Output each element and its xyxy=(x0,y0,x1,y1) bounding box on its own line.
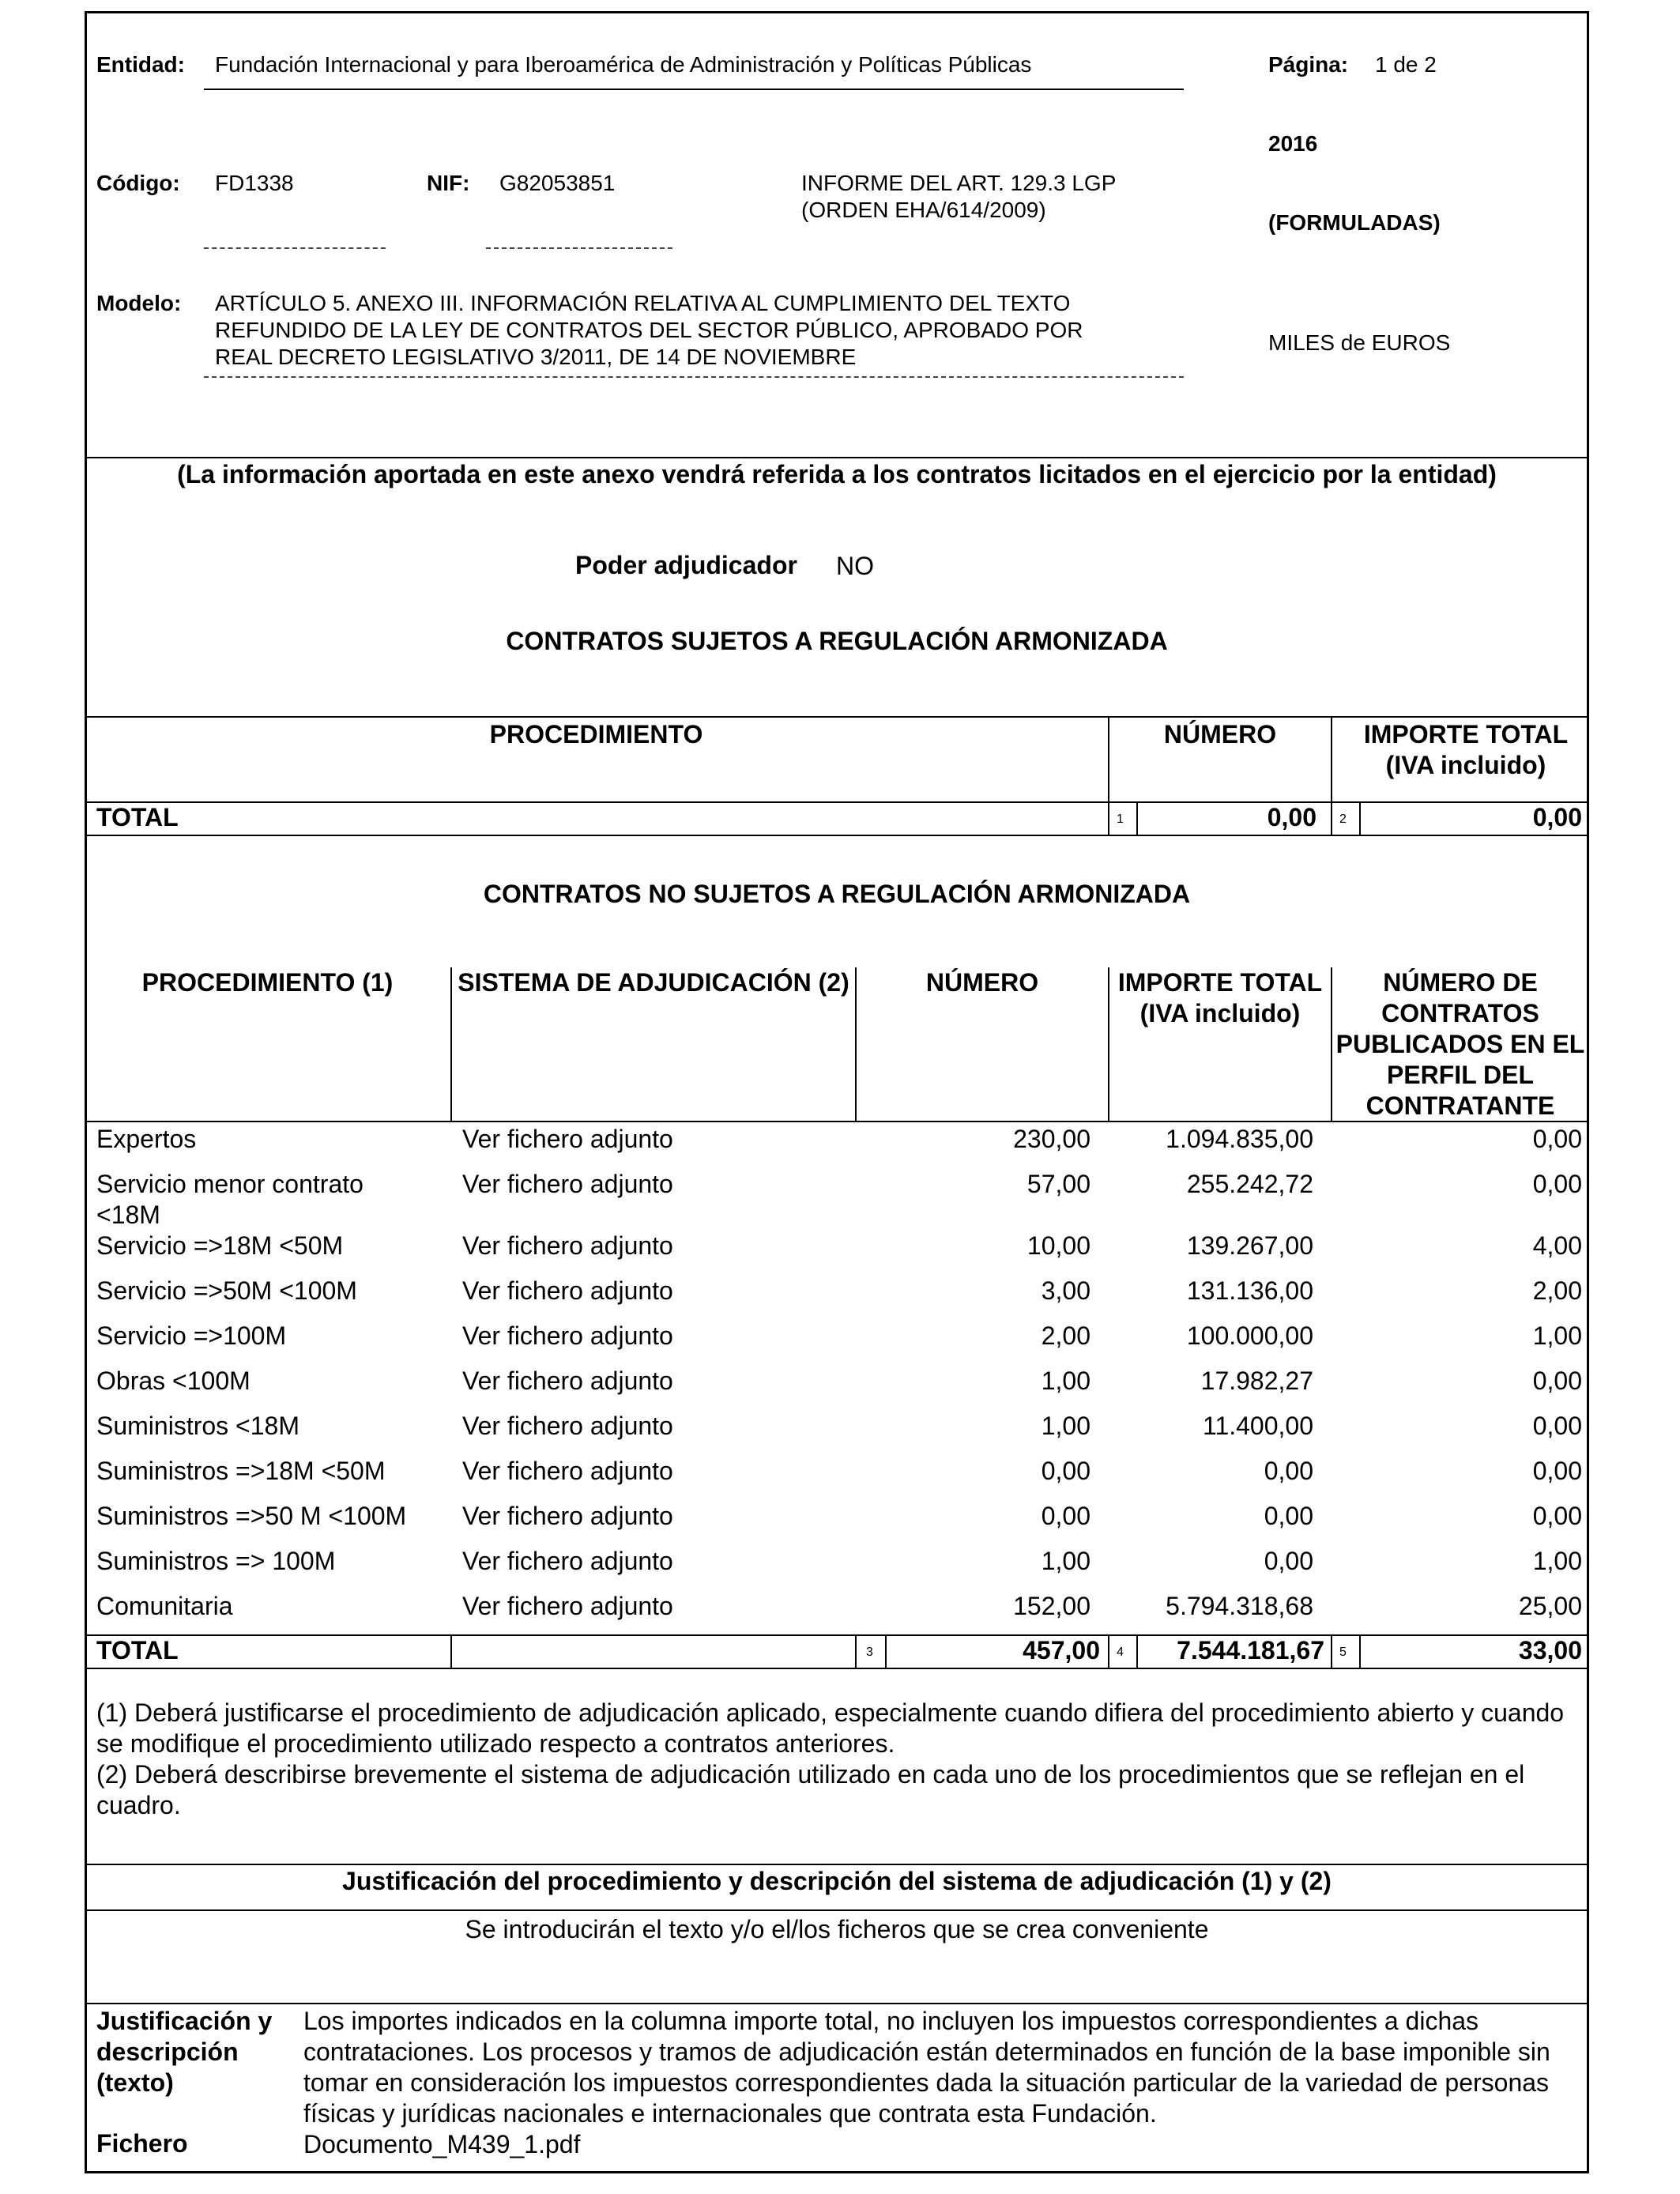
year: 2016 xyxy=(1268,131,1318,156)
row-numero: 1,00 xyxy=(1041,1367,1090,1395)
armonizada-idx-1: 1 xyxy=(1117,812,1124,826)
no-armonizada-total-numero: 457,00 xyxy=(1023,1636,1100,1664)
row-importe: 131.136,00 xyxy=(1186,1276,1313,1305)
row-numero: 230,00 xyxy=(1013,1125,1090,1153)
row-publicados: 0,00 xyxy=(1532,1412,1582,1440)
row-procedimiento: Suministros =>18M <50M xyxy=(96,1457,386,1485)
row-procedimiento: Obras <100M xyxy=(96,1367,250,1395)
fichero-label: Fichero xyxy=(96,2129,188,2158)
entidad-underline xyxy=(204,89,1184,90)
armonizada-table-top xyxy=(85,716,1589,718)
poder-adjudicador-value: NO xyxy=(836,552,874,580)
note-2: (2) Deberá describirse brevemente el sistema de adjudicación utilizado en cada uno de los procedimientos que se reflejan en el cuadro. xyxy=(96,1760,1525,1819)
row-sistema: Ver fichero adjunto xyxy=(462,1276,673,1305)
note-1: (1) Deberá justificarse el procedimiento de adjudicación aplicado, especialmente cuando difiera del procedimiento abierto y cuando se modifique el procedimiento utilizado respecto a contratos anteriores. xyxy=(96,1698,1565,1758)
row-publicados: 0,00 xyxy=(1532,1125,1582,1153)
row-sistema: Ver fichero adjunto xyxy=(462,1502,673,1530)
row-procedimiento: Servicio =>100M xyxy=(96,1321,287,1350)
armonizada-total-importe: 0,00 xyxy=(1532,803,1582,831)
intro-note: (La información aportada en este anexo vendrá referida a los contratos licitados en el ejercicio por la entidad) xyxy=(177,460,1497,488)
no-armonizada-total-vline-2 xyxy=(855,1634,857,1668)
codigo-label: Código: xyxy=(96,171,180,195)
row-publicados: 0,00 xyxy=(1532,1502,1582,1530)
formuladas: (FORMULADAS) xyxy=(1268,210,1441,235)
justificacion-title: Justificación del procedimiento y descripción del sistema de adjudicación (1) y (2) xyxy=(342,1867,1332,1895)
row-publicados: 2,00 xyxy=(1532,1276,1582,1305)
row-procedimiento: Suministros => 100M xyxy=(96,1547,336,1575)
poder-adjudicador-label: Poder adjudicador xyxy=(575,551,797,579)
row-importe: 11.400,00 xyxy=(1203,1412,1313,1440)
no-armonizada-col-sistema: SISTEMA DE ADJUDICACIÓN (2) xyxy=(458,968,849,997)
no-armonizada-col-publicados: NÚMERO DE CONTRATOS PUBLICADOS EN EL PERFIL DEL CONTRATANTE xyxy=(1335,968,1585,1120)
no-armonizada-total-importe: 7.544.181,67 xyxy=(1177,1636,1324,1664)
informe-line-2: (ORDEN EHA/614/2009) xyxy=(801,198,1046,222)
armonizada-idx-2: 2 xyxy=(1339,812,1347,826)
row-sistema: Ver fichero adjunto xyxy=(462,1231,673,1260)
no-armonizada-header-bottom xyxy=(85,1121,1589,1122)
row-numero: 1,00 xyxy=(1041,1412,1090,1440)
row-sistema: Ver fichero adjunto xyxy=(462,1592,673,1620)
armonizada-vline-2 xyxy=(1331,716,1332,836)
row-numero: 10,00 xyxy=(1026,1231,1090,1260)
row-numero: 152,00 xyxy=(1013,1592,1090,1620)
modelo-line-1: ARTÍCULO 5. ANEXO III. INFORMACIÓN RELATIVA AL CUMPLIMIENTO DEL TEXTO xyxy=(215,291,1071,315)
row-publicados: 0,00 xyxy=(1532,1457,1582,1485)
pagina-label: Página: xyxy=(1268,52,1349,77)
nif-value: G82053851 xyxy=(499,171,616,195)
row-numero: 57,00 xyxy=(1026,1170,1090,1198)
no-armonizada-total-bottom xyxy=(85,1668,1589,1669)
row-importe: 0,00 xyxy=(1264,1502,1313,1530)
armonizada-total-numero: 0,00 xyxy=(1267,803,1317,831)
armonizada-col-numero: NÚMERO xyxy=(1163,720,1277,748)
row-procedimiento: Suministros =>50 M <100M xyxy=(96,1502,407,1530)
row-importe: 139.267,00 xyxy=(1186,1231,1313,1260)
armonizada-title: CONTRATOS SUJETOS A REGULACIÓN ARMONIZADA xyxy=(506,627,1168,655)
row-importe: 0,00 xyxy=(1264,1547,1313,1575)
row-importe: 5.794.318,68 xyxy=(1166,1592,1313,1620)
row-importe: 100.000,00 xyxy=(1186,1321,1313,1350)
modelo-label: Modelo: xyxy=(96,291,182,315)
no-armonizada-idx-3: 3 xyxy=(866,1646,873,1659)
modelo-line-2: REFUNDIDO DE LA LEY DE CONTRATOS DEL SECTOR PÚBLICO, APROBADO POR xyxy=(215,318,1083,342)
row-procedimiento: Servicio =>50M <100M xyxy=(96,1276,357,1305)
justificacion-content-top xyxy=(85,2003,1589,2004)
row-importe: 1.094.835,00 xyxy=(1166,1125,1313,1153)
header-divider xyxy=(85,457,1589,458)
row-importe: 255.242,72 xyxy=(1186,1170,1313,1198)
row-importe: 0,00 xyxy=(1264,1457,1313,1485)
entidad-label: Entidad: xyxy=(96,52,185,77)
no-armonizada-total-label: TOTAL xyxy=(96,1636,179,1664)
nif-underline xyxy=(486,247,672,249)
row-procedimiento: Expertos xyxy=(96,1125,197,1153)
armonizada-total-bottom xyxy=(85,835,1589,836)
row-procedimiento: Suministros <18M xyxy=(96,1412,299,1440)
unidad: MILES de EUROS xyxy=(1268,330,1451,355)
row-numero: 2,00 xyxy=(1041,1321,1090,1350)
no-armonizada-col-numero: NÚMERO xyxy=(925,968,1039,997)
justificacion-top xyxy=(85,1864,1589,1865)
modelo-line-3: REAL DECRETO LEGISLATIVO 3/2011, DE 14 DE NOVIEMBRE xyxy=(215,345,857,369)
armonizada-total-label: TOTAL xyxy=(96,803,179,831)
row-procedimiento: Servicio menor contrato <18M xyxy=(96,1170,363,1229)
codigo-underline xyxy=(204,247,386,249)
pagina-value: 1 de 2 xyxy=(1375,52,1437,77)
row-sistema: Ver fichero adjunto xyxy=(462,1547,673,1575)
no-armonizada-total-vline-4 xyxy=(1108,1634,1109,1668)
row-sistema: Ver fichero adjunto xyxy=(462,1457,673,1485)
row-publicados: 0,00 xyxy=(1532,1170,1582,1198)
no-armonizada-idx-4: 4 xyxy=(1117,1646,1124,1659)
no-armonizada-idx-5: 5 xyxy=(1339,1646,1347,1659)
informe-line-1: INFORME DEL ART. 129.3 LGP xyxy=(801,171,1117,195)
row-sistema: Ver fichero adjunto xyxy=(462,1321,673,1350)
justificacion-title-bottom xyxy=(85,1909,1589,1911)
armonizada-col-procedimiento: PROCEDIMIENTO xyxy=(489,720,703,748)
no-armonizada-title: CONTRATOS NO SUJETOS A REGULACIÓN ARMONIZADA xyxy=(483,880,1191,908)
no-armonizada-total-publicados: 33,00 xyxy=(1518,1636,1582,1664)
row-importe: 17.982,27 xyxy=(1200,1367,1313,1395)
justificacion-subtitle: Se introducirán el texto y/o el/los ficheros que se crea conveniente xyxy=(465,1915,1209,1943)
codigo-value: FD1338 xyxy=(215,171,294,195)
row-sistema: Ver fichero adjunto xyxy=(462,1412,673,1440)
no-armonizada-col-importe: IMPORTE TOTAL (IVA incluido) xyxy=(1117,968,1323,1027)
row-procedimiento: Servicio =>18M <50M xyxy=(96,1231,344,1260)
row-publicados: 1,00 xyxy=(1532,1547,1582,1575)
armonizada-col-importe: IMPORTE TOTAL (IVA incluido) xyxy=(1363,720,1569,779)
row-numero: 0,00 xyxy=(1041,1457,1090,1485)
row-publicados: 25,00 xyxy=(1518,1592,1582,1620)
no-armonizada-col-procedimiento: PROCEDIMIENTO (1) xyxy=(141,968,394,997)
entidad-value: Fundación Internacional y para Iberoamérica de Administración y Políticas Públicas xyxy=(215,52,1032,77)
no-armonizada-total-vline-6 xyxy=(1331,1634,1332,1668)
row-numero: 0,00 xyxy=(1041,1502,1090,1530)
row-sistema: Ver fichero adjunto xyxy=(462,1367,673,1395)
modelo-underline xyxy=(204,376,1184,378)
row-procedimiento: Comunitaria xyxy=(96,1592,233,1620)
justificacion-texto-label: Justificación y descripción (texto) xyxy=(96,2007,273,2097)
row-numero: 3,00 xyxy=(1041,1276,1090,1305)
fichero-link[interactable]: Documento_M439_1.pdf xyxy=(303,2130,581,2158)
row-sistema: Ver fichero adjunto xyxy=(462,1125,673,1153)
row-sistema: Ver fichero adjunto xyxy=(462,1170,673,1198)
justificacion-texto: Los importes indicados en la columna importe total, no incluyen los impuestos correspondientes a dichas contrataciones. Los procesos y tramos de adjudicación están determinados en función de la base imponible sin tomar en consideración los impuestos correspondientes dada la situación particular de la variedad de personas físicas y jurídicas nacionales e internacionales que contrata esta Fundación. xyxy=(303,2007,1550,2128)
row-publicados: 4,00 xyxy=(1532,1231,1582,1260)
no-armonizada-total-vline-1 xyxy=(450,1634,452,1668)
nif-label: NIF: xyxy=(427,171,470,195)
row-publicados: 1,00 xyxy=(1532,1321,1582,1350)
row-numero: 1,00 xyxy=(1041,1547,1090,1575)
row-publicados: 0,00 xyxy=(1532,1367,1582,1395)
